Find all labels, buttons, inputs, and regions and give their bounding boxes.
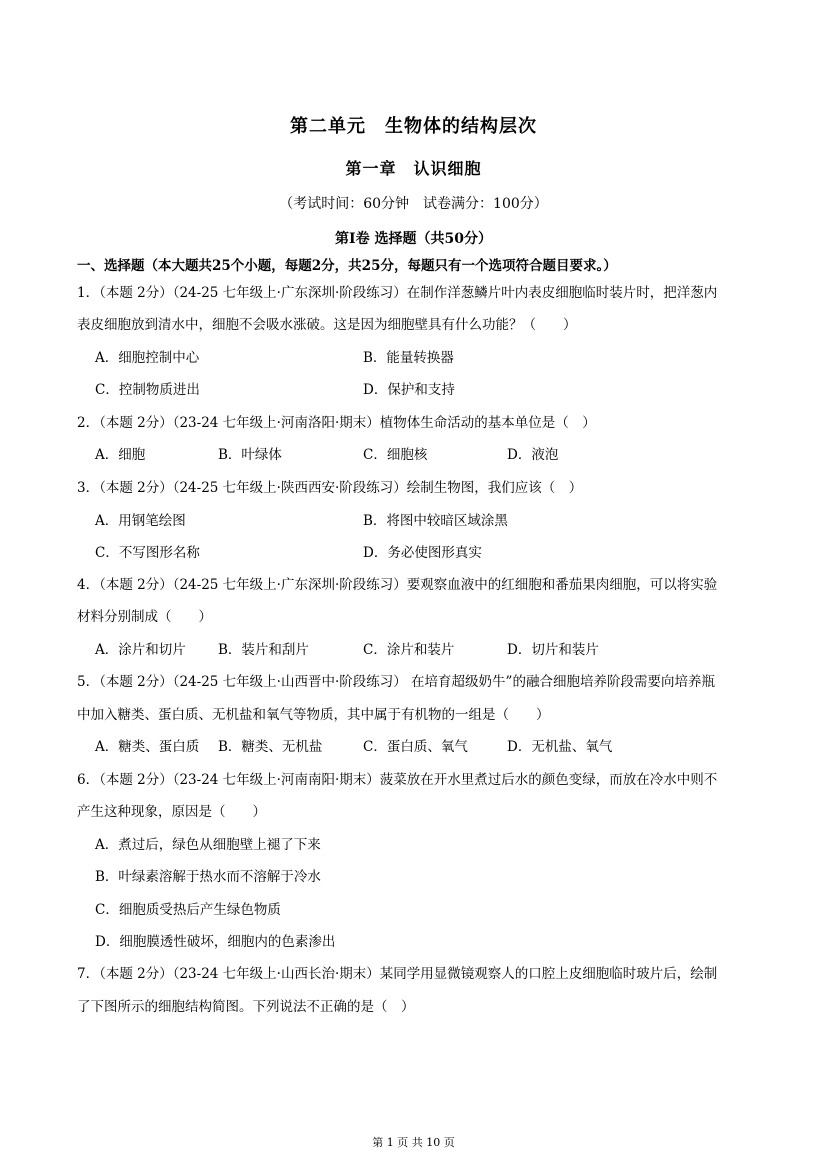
question-1-option-b: B．能量转换器: [363, 350, 454, 366]
question-4-option-c: C．涂片和装片: [363, 642, 455, 658]
question-6-option-d: D．细胞膜透性破坏，细胞内的色素渗出: [95, 934, 336, 950]
question-4-line-2: 材料分别制成（ ）: [77, 609, 212, 625]
question-7-line-1: 7．（本题 2分）（23-24 七年级上·山西长治·期末）某同学用显微镜观察人的口腔上皮细胞临时玻片后，绘制: [77, 966, 718, 982]
question-6-option-b: B．叶绿素溶解于热水而不溶解于冷水: [95, 869, 321, 885]
question-7-line-2: 了下图所示的细胞结构简图。下列说法不正确的是（ ）: [77, 999, 415, 1015]
question-6-option-c: C．细胞质受热后产生绿色物质: [95, 902, 281, 918]
question-2-option-b: B．叶绿体: [218, 447, 282, 463]
question-2-option-a: A．细胞: [95, 447, 146, 463]
question-3-option-b: B．将图中较暗区域涂黑: [363, 513, 508, 529]
question-1-option-c: C．控制物质进出: [95, 382, 200, 398]
unit-title: 第二单元 生物体的结构层次: [290, 116, 537, 137]
question-1-option-d: D．保护和支持: [363, 382, 455, 398]
question-4-option-d: D．切片和装片: [507, 642, 599, 658]
question-3-option-c: C．不写图形名称: [95, 545, 200, 561]
question-2-line-1: 2．（本题 2分）（23-24 七年级上·河南洛阳·期末）植物体生命活动的基本单位是（ ）: [77, 415, 596, 431]
question-3-option-d: D．务必使图形真实: [363, 545, 482, 561]
question-1-line-2: 表皮细胞放到清水中，细胞不会吸水涨破。这是因为细胞壁具有什么功能？（ ）: [77, 317, 577, 333]
question-6-line-1: 6．（本题 2分）（23-24 七年级上·河南南阳·期末）菠菜放在开水里煮过后水的颜色变绿，而放在冷水中则不: [77, 772, 718, 788]
question-4-option-b: B．装片和刮片: [218, 642, 309, 658]
question-5-option-c: C．蛋白质、氧气: [363, 739, 468, 755]
question-1-line-1: 1．（本题 2分）（24-25 七年级上·广东深圳·阶段练习）在制作洋葱鳞片叶内表皮细胞临时装片时，把洋葱内: [77, 285, 718, 301]
question-5-option-d: D．无机盐、氧气: [507, 739, 613, 755]
question-3-option-a: A．用钢笔绘图: [95, 513, 186, 529]
page-footer: 第 1 页 共 10 页: [372, 1136, 455, 1149]
exam-info: （考试时间：60分钟 试卷满分：100分）: [279, 196, 548, 212]
question-5-option-a: A．糖类、蛋白质: [95, 739, 200, 755]
chapter-title: 第一章 认识细胞: [345, 159, 482, 178]
question-4-line-1: 4．（本题 2分）（24-25 七年级上·广东深圳·阶段练习）要观察血液中的红细胞和番茄果肉细胞，可以将实验: [77, 577, 718, 593]
question-4-option-a: A．涂片和切片: [95, 642, 186, 658]
question-3-line-1: 3．（本题 2分）（24-25 七年级上·陕西西安·阶段练习）绘制生物图，我们应该（ ）: [77, 480, 583, 496]
question-2-option-d: D．液泡: [507, 447, 559, 463]
question-2-option-c: C．细胞核: [363, 447, 428, 463]
question-5-line-2: 中加入糖类、蛋白质、无机盐和氧气等物质，其中属于有机物的一组是（ ）: [77, 707, 550, 723]
question-6-option-a: A．煮过后，绿色从细胞壁上褪了下来: [95, 837, 321, 853]
question-1-option-a: A．细胞控制中心: [95, 350, 200, 366]
volume-title: 第Ⅰ卷 选择题（共50分）: [335, 231, 492, 247]
question-5-line-1: 5．（本题 2分）（24-25 七年级上·山西晋中·阶段练习） 在培育超级奶牛”的融合细胞培养阶段需要向培养瓶: [77, 674, 715, 690]
question-6-line-2: 产生这种现象，原因是（ ）: [77, 804, 266, 820]
question-5-option-b: B．糖类、无机盐: [218, 739, 323, 755]
section-title: 一、选择题（本大题共25个小题，每题2分，共25分，每题只有一个选项符合题目要求。）: [77, 258, 617, 274]
